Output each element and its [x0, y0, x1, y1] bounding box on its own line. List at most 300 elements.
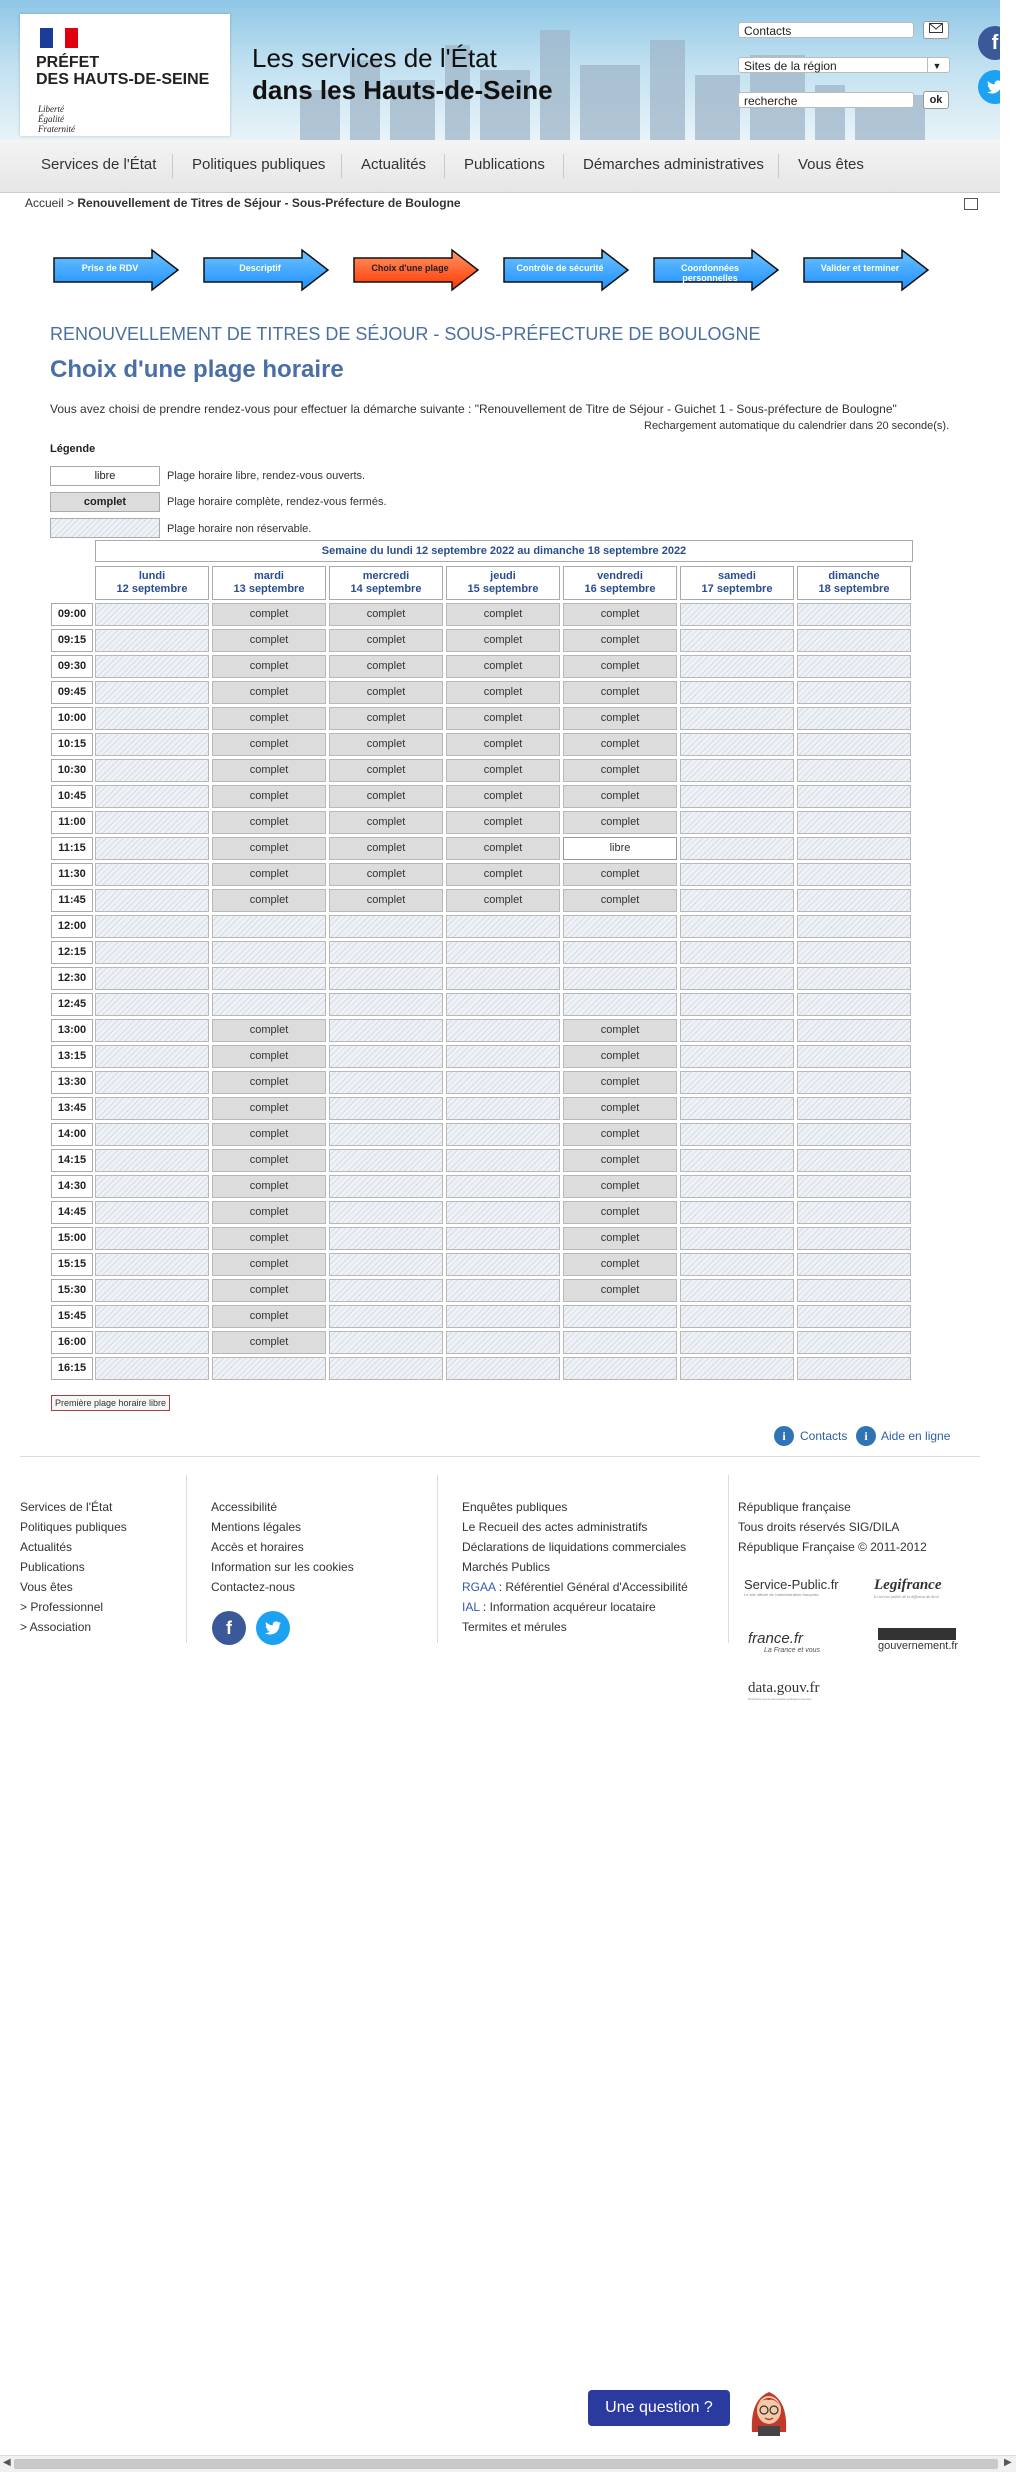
contacts-info-icon[interactable]: i	[774, 1426, 794, 1446]
slot-full: complet	[212, 837, 326, 860]
site-title-line1: Les services de l'État	[252, 43, 497, 73]
slot-unavailable	[446, 1123, 560, 1146]
time-label: 15:15	[51, 1253, 93, 1276]
slot-full: complet	[329, 733, 443, 756]
footer-link[interactable]: Services de l'État	[20, 1500, 113, 1514]
time-label: 11:30	[51, 863, 93, 886]
time-label: 14:45	[51, 1201, 93, 1224]
nav-separator	[172, 154, 173, 178]
footer-text: République française	[738, 1500, 851, 1514]
slot-unavailable	[329, 1175, 443, 1198]
slot-full: complet	[212, 1019, 326, 1042]
slot-unavailable	[95, 733, 209, 756]
slot-full: complet	[329, 837, 443, 860]
nav-actualites[interactable]: Actualités	[361, 156, 427, 173]
slot-unavailable	[95, 941, 209, 964]
slot-unavailable	[680, 733, 794, 756]
chat-avatar[interactable]	[744, 2382, 794, 2436]
footer-link[interactable]: Actualités	[20, 1540, 73, 1554]
assistant-avatar-icon	[744, 2382, 794, 2436]
slot-unavailable	[797, 655, 911, 678]
slot-unavailable	[446, 1253, 560, 1276]
step-label: Descriptif	[239, 263, 281, 273]
nav-demarches[interactable]: Démarches administratives	[583, 156, 764, 173]
slot-full: complet	[563, 759, 677, 782]
slot-full: complet	[446, 889, 560, 912]
slot-unavailable	[680, 993, 794, 1016]
slot-unavailable	[446, 1149, 560, 1172]
day-header	[563, 566, 677, 600]
slot-unavailable	[680, 811, 794, 834]
slot-unavailable	[329, 1123, 443, 1146]
slot-unavailable	[797, 1279, 911, 1302]
nav-services-etat[interactable]: Services de l'État	[41, 156, 157, 173]
slot-unavailable	[95, 967, 209, 990]
footer-link[interactable]: Politiques publiques	[20, 1520, 127, 1534]
slot-unavailable	[797, 1123, 911, 1146]
time-label: 12:15	[51, 941, 93, 964]
reload-countdown: Rechargement automatique du calendrier dans 20 seconde(s).	[644, 420, 950, 432]
slot-full: complet	[212, 681, 326, 704]
slot-full: complet	[212, 863, 326, 886]
slot-unavailable	[680, 603, 794, 626]
slot-unavailable	[680, 889, 794, 912]
day-name: lundi	[138, 570, 166, 582]
scrollbar-thumb[interactable]	[14, 2459, 998, 2469]
slot-unavailable	[797, 967, 911, 990]
slot-unavailable	[95, 1201, 209, 1224]
slot-unavailable	[446, 1045, 560, 1068]
slot-unavailable	[797, 1253, 911, 1276]
twitter-bird-icon	[264, 1620, 282, 1636]
slot-full: complet	[329, 707, 443, 730]
sites-region-value: Sites de la région	[744, 59, 837, 73]
slot-unavailable	[446, 993, 560, 1016]
time-label: 14:00	[51, 1123, 93, 1146]
slot-full: complet	[446, 655, 560, 678]
slot-unavailable	[95, 1019, 209, 1042]
slot-unavailable	[95, 1253, 209, 1276]
slot-unavailable	[680, 1175, 794, 1198]
time-label: 09:45	[51, 681, 93, 704]
legend-full-text: Plage horaire complète, rendez-vous fermés.	[167, 496, 387, 508]
slot-unavailable	[95, 681, 209, 704]
slot-unavailable	[329, 1071, 443, 1094]
help-info-icon[interactable]: i	[856, 1426, 876, 1446]
time-label: 09:30	[51, 655, 93, 678]
slot-full: complet	[563, 863, 677, 886]
slot-full: complet	[563, 629, 677, 652]
contacts-link[interactable]: Contacts	[800, 1429, 848, 1443]
step-2	[202, 248, 330, 292]
slot-unavailable	[797, 759, 911, 782]
slot-unavailable	[563, 967, 677, 990]
slot-unavailable	[680, 941, 794, 964]
step-6	[802, 248, 930, 292]
slot-unavailable	[797, 837, 911, 860]
page-subtitle: RENOUVELLEMENT DE TITRES DE SÉJOUR - SOUS-PRÉFECTURE DE BOULOGNE	[50, 324, 761, 344]
logo-motto: Liberté Égalité Fraternité	[38, 104, 75, 134]
slot-unavailable	[680, 1253, 794, 1276]
slot-unavailable	[680, 629, 794, 652]
slot-unavailable	[95, 707, 209, 730]
contacts-select[interactable]: Contacts	[738, 22, 914, 38]
step-4	[502, 248, 630, 292]
slot-full: complet	[329, 811, 443, 834]
slot-unavailable	[797, 1201, 911, 1224]
slot-unavailable	[446, 1357, 560, 1380]
slot-full: complet	[212, 1279, 326, 1302]
slot-unavailable	[446, 1097, 560, 1120]
slot-full: complet	[212, 1097, 326, 1120]
nav-separator	[341, 154, 342, 178]
slot-unavailable	[680, 1305, 794, 1328]
page-title: Choix d'une plage horaire	[50, 356, 344, 383]
slot-unavailable	[797, 1071, 911, 1094]
slot-full: complet	[329, 681, 443, 704]
slot-unavailable	[95, 915, 209, 938]
slot-unavailable	[329, 941, 443, 964]
slot-full: complet	[563, 1019, 677, 1042]
footer-link[interactable]: Déclarations de liquidations commerciales	[462, 1540, 687, 1554]
legend-title: Légende	[50, 443, 96, 455]
slot-unavailable	[95, 1045, 209, 1068]
legend-full-box: complet	[50, 492, 160, 512]
slot-unavailable	[680, 1227, 794, 1250]
day-date: 14 septembre	[350, 583, 422, 595]
slot-full: complet	[212, 707, 326, 730]
footer-link[interactable]: > Professionnel	[20, 1600, 104, 1614]
twitter-bird-icon	[986, 79, 1000, 95]
slot-unavailable	[797, 1305, 911, 1328]
slot-unavailable	[95, 1097, 209, 1120]
search-ok-button[interactable]: ok	[923, 91, 949, 109]
slot-full: complet	[212, 1175, 326, 1198]
slot-unavailable	[95, 889, 209, 912]
slot-unavailable	[329, 1149, 443, 1172]
time-label: 10:00	[51, 707, 93, 730]
slot-full: complet	[329, 759, 443, 782]
slot-unavailable	[680, 1097, 794, 1120]
ial-text: : Information acquéreur locataire	[479, 1600, 656, 1614]
slot-full: complet	[329, 863, 443, 886]
slot-full: complet	[212, 629, 326, 652]
print-icon[interactable]	[964, 198, 978, 210]
slot-unavailable	[95, 1149, 209, 1172]
breadcrumb-separator: >	[67, 196, 75, 210]
slot-unavailable	[212, 915, 326, 938]
slot-unavailable	[680, 655, 794, 678]
slot-full: complet	[212, 1149, 326, 1172]
time-label: 15:30	[51, 1279, 93, 1302]
footer-link[interactable]: Enquêtes publiques	[462, 1500, 568, 1514]
legend-none-box	[50, 518, 160, 538]
slot-unavailable	[563, 941, 677, 964]
slot-unavailable	[680, 915, 794, 938]
time-label: 12:30	[51, 967, 93, 990]
mail-button[interactable]	[923, 21, 949, 39]
slot-full: complet	[563, 1045, 677, 1068]
slot-unavailable	[95, 837, 209, 860]
slot-unavailable	[680, 707, 794, 730]
breadcrumb-current: Renouvellement de Titres de Séjour - Sous-Préfecture de Boulogne	[77, 196, 461, 210]
slot-unavailable	[95, 1175, 209, 1198]
legifrance-logo[interactable]: Legifrance Le service public de la diffusion du droit	[874, 1577, 942, 1599]
slot-unavailable	[329, 1305, 443, 1328]
slot-unavailable	[329, 1253, 443, 1276]
day-name: jeudi	[490, 570, 516, 582]
slot-unavailable	[95, 1357, 209, 1380]
slot-full: complet	[563, 889, 677, 912]
footer-text: Tous droits réservés SIG/DILA	[738, 1520, 900, 1534]
facebook-side-icon[interactable]: f	[978, 26, 1000, 60]
day-name: mercredi	[362, 570, 410, 582]
slot-unavailable	[446, 1071, 560, 1094]
slot-unavailable	[95, 785, 209, 808]
slot-full: complet	[563, 655, 677, 678]
nav-publications[interactable]: Publications	[464, 156, 545, 173]
legend-free-text: Plage horaire libre, rendez-vous ouverts.	[167, 470, 366, 482]
day-date: 12 septembre	[116, 583, 188, 595]
search-input[interactable]: recherche	[738, 92, 914, 108]
footer-divider	[20, 1456, 980, 1457]
skyline-building	[650, 40, 685, 140]
slot-unavailable	[797, 629, 911, 652]
day-header	[680, 566, 794, 600]
slot-full: complet	[563, 1175, 677, 1198]
slot-unavailable	[797, 1019, 911, 1042]
day-header	[95, 566, 209, 600]
time-label: 10:45	[51, 785, 93, 808]
slot-unavailable	[95, 863, 209, 886]
slot-full: complet	[212, 759, 326, 782]
slot-unavailable	[329, 1019, 443, 1042]
skyline-building	[580, 65, 640, 140]
gouvernement-bar	[878, 1628, 956, 1640]
slot-unavailable	[797, 681, 911, 704]
slot-unavailable	[680, 967, 794, 990]
slot-unavailable	[329, 1045, 443, 1068]
slot-unavailable	[797, 733, 911, 756]
slot-unavailable	[797, 941, 911, 964]
time-label: 11:15	[51, 837, 93, 860]
day-name: vendredi	[597, 570, 643, 582]
slot-full: complet	[446, 837, 560, 860]
rgaa-abbr: RGAA	[462, 1580, 496, 1594]
slot-full: complet	[212, 785, 326, 808]
nav-separator	[778, 154, 779, 178]
site-title[interactable]	[252, 42, 553, 106]
time-label: 13:15	[51, 1045, 93, 1068]
slot-full: complet	[563, 1097, 677, 1120]
slot-unavailable	[680, 1279, 794, 1302]
breadcrumb	[25, 196, 461, 210]
slot-free[interactable]: libre	[563, 837, 677, 860]
slot-unavailable	[446, 1279, 560, 1302]
slot-unavailable	[95, 811, 209, 834]
day-name: samedi	[718, 570, 756, 582]
nav-vous-etes[interactable]: Vous êtes	[798, 156, 864, 173]
prefet-logo[interactable]	[20, 14, 230, 136]
time-label: 16:00	[51, 1331, 93, 1354]
slot-full: complet	[563, 1149, 677, 1172]
step-label: Contrôle de sécurité	[516, 263, 604, 273]
slot-unavailable	[680, 863, 794, 886]
slot-unavailable	[95, 1071, 209, 1094]
footer-link[interactable]: Vous êtes	[20, 1580, 73, 1594]
slot-unavailable	[446, 1201, 560, 1224]
day-header	[212, 566, 326, 600]
day-date: 13 septembre	[233, 583, 305, 595]
slot-unavailable	[797, 1227, 911, 1250]
slot-unavailable	[797, 1357, 911, 1380]
footer-link-ial[interactable]	[462, 1597, 688, 1617]
first-free-slot-button[interactable]: Première plage horaire libre	[51, 1395, 170, 1411]
footer-link[interactable]: Contactez-nous	[211, 1580, 296, 1594]
slot-full: complet	[212, 1071, 326, 1094]
facebook-footer-icon[interactable]: f	[212, 1611, 246, 1645]
slot-unavailable	[680, 1019, 794, 1042]
slot-unavailable	[680, 759, 794, 782]
slot-unavailable	[797, 1331, 911, 1354]
footer-link[interactable]: Mentions légales	[211, 1520, 302, 1534]
footer-link[interactable]: Publications	[20, 1560, 85, 1574]
slot-unavailable	[680, 837, 794, 860]
slot-unavailable	[329, 1357, 443, 1380]
slot-unavailable	[95, 603, 209, 626]
site-title-line2: dans les Hauts-de-Seine	[252, 75, 553, 105]
time-label: 10:15	[51, 733, 93, 756]
footer-link[interactable]: Information sur les cookies	[211, 1560, 354, 1574]
footer-link[interactable]: Accès et horaires	[211, 1540, 304, 1554]
help-online-link[interactable]: Aide en ligne	[881, 1429, 951, 1443]
slot-full: complet	[563, 603, 677, 626]
slot-unavailable	[446, 941, 560, 964]
slot-unavailable	[95, 1305, 209, 1328]
footer-link-rgaa[interactable]	[462, 1577, 688, 1597]
slot-full: complet	[446, 759, 560, 782]
slot-unavailable	[446, 915, 560, 938]
slot-unavailable	[329, 993, 443, 1016]
time-label: 16:15	[51, 1357, 93, 1380]
slot-full: complet	[212, 603, 326, 626]
scroll-right-arrow-icon[interactable]: ▶	[1004, 2457, 1012, 2468]
slot-full: complet	[212, 1123, 326, 1146]
day-header	[446, 566, 560, 600]
slot-unavailable	[446, 1305, 560, 1328]
slot-unavailable	[797, 603, 911, 626]
day-header	[329, 566, 443, 600]
scroll-left-arrow-icon[interactable]: ◀	[3, 2457, 11, 2468]
rgaa-text: : Référentiel Général d'Accessibilité	[495, 1580, 688, 1594]
slot-unavailable	[797, 1097, 911, 1120]
slot-full: complet	[563, 1227, 677, 1250]
slot-full: complet	[329, 655, 443, 678]
slot-full: complet	[446, 603, 560, 626]
slot-full: complet	[329, 889, 443, 912]
data-gouv-logo[interactable]: data.gouv.fr Plateforme ouverte des données publiques françaises	[748, 1680, 820, 1701]
step-label: Choix d'une plage	[371, 263, 449, 273]
slot-unavailable	[329, 1201, 443, 1224]
mail-icon	[929, 23, 943, 33]
slot-unavailable	[680, 1045, 794, 1068]
slot-full: complet	[563, 785, 677, 808]
marianne-flag-icon	[40, 28, 78, 48]
nav-politiques-publiques[interactable]: Politiques publiques	[192, 156, 326, 173]
footer-link[interactable]: Le Recueil des actes administratifs	[462, 1520, 648, 1534]
main-nav	[0, 140, 1000, 193]
slot-full: complet	[563, 1253, 677, 1276]
horizontal-scrollbar[interactable]	[0, 2455, 1016, 2472]
twitter-footer-icon[interactable]	[256, 1611, 290, 1645]
step-5	[652, 248, 780, 292]
footer-link[interactable]: Accessibilité	[211, 1500, 278, 1514]
france-fr-logo[interactable]: france.fr La France et vous	[748, 1630, 821, 1654]
footer-link[interactable]: Marchés Publics	[462, 1560, 551, 1574]
slot-unavailable	[95, 759, 209, 782]
intro-text: Vous avez choisi de prendre rendez-vous pour effectuer la démarche suivante : "Renouvellement de Titre de Séjour - Guichet 1 - Sous-préfecture de Boulogne"	[50, 402, 897, 416]
time-label: 13:00	[51, 1019, 93, 1042]
legend-free-box: libre	[50, 466, 160, 486]
site-header	[0, 0, 1000, 140]
breadcrumb-home[interactable]: Accueil	[25, 196, 64, 210]
slot-unavailable	[329, 915, 443, 938]
slot-unavailable	[563, 1331, 677, 1354]
time-label: 12:00	[51, 915, 93, 938]
slot-unavailable	[797, 915, 911, 938]
step-1	[52, 248, 180, 292]
service-public-logo[interactable]: Service-Public.fr Le site officiel de l'administration française	[744, 1577, 839, 1597]
footer-link[interactable]: > Association	[20, 1620, 92, 1634]
footer-link[interactable]: Termites et mérules	[462, 1620, 567, 1634]
slot-unavailable	[95, 629, 209, 652]
step-label: Valider et terminer	[820, 263, 900, 273]
logo-text: PRÉFET DES HAUTS-DE-SEINE	[36, 54, 210, 88]
ial-abbr: IAL	[462, 1600, 480, 1614]
time-label: 12:45	[51, 993, 93, 1016]
slot-unavailable	[797, 811, 911, 834]
footer-separator	[186, 1475, 187, 1643]
slot-unavailable	[212, 967, 326, 990]
slot-unavailable	[797, 707, 911, 730]
slot-full: complet	[446, 811, 560, 834]
slot-full: complet	[212, 889, 326, 912]
gouvernement-logo[interactable]: gouvernement.fr	[878, 1628, 958, 1652]
slot-unavailable	[95, 655, 209, 678]
slot-unavailable	[95, 1279, 209, 1302]
time-label: 15:00	[51, 1227, 93, 1250]
question-chat-button[interactable]: Une question ?	[588, 2390, 730, 2426]
slot-full: complet	[563, 1279, 677, 1302]
slot-unavailable	[680, 1331, 794, 1354]
day-name: dimanche	[828, 570, 880, 582]
slot-unavailable	[680, 681, 794, 704]
step-label: Coordonnées personnelles	[680, 263, 739, 283]
step-label: Prise de RDV	[81, 263, 139, 273]
time-label: 14:30	[51, 1175, 93, 1198]
slot-full: complet	[446, 629, 560, 652]
slot-unavailable	[95, 1331, 209, 1354]
time-label: 09:15	[51, 629, 93, 652]
twitter-side-icon[interactable]	[978, 70, 1000, 104]
slot-unavailable	[563, 993, 677, 1016]
footer-separator	[437, 1475, 438, 1643]
slot-unavailable	[329, 1097, 443, 1120]
slot-unavailable	[212, 941, 326, 964]
slot-full: complet	[329, 603, 443, 626]
slot-unavailable	[797, 1045, 911, 1068]
sites-region-select[interactable]	[738, 57, 950, 73]
